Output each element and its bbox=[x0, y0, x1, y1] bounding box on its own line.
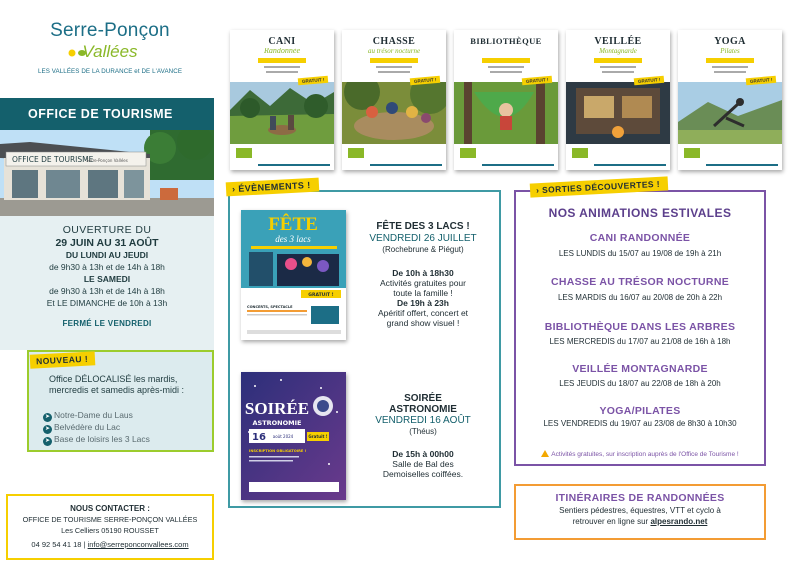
svg-text:Montagnarde: Montagnarde bbox=[599, 48, 637, 55]
contact-address: Les Celliers 05190 ROUSSET bbox=[61, 526, 159, 535]
svg-text:Pilates: Pilates bbox=[720, 48, 740, 55]
svg-text:au trésor nocturne: au trésor nocturne bbox=[367, 48, 421, 55]
activity-title: BIBLIOTHÈQUE DANS LES ARBRES bbox=[544, 321, 736, 333]
poster-badge: GRATUIT ! bbox=[633, 76, 664, 86]
poster-title: BIBLIOTHÈQUE bbox=[470, 36, 542, 46]
event-fete-time2: De 19h à 23h bbox=[397, 298, 449, 308]
itineraires-box bbox=[514, 484, 766, 540]
alpesrando-link[interactable]: alpesrando.net bbox=[650, 517, 708, 526]
sunday-hours: Et LE DIMANCHE de 10h à 13h bbox=[46, 298, 168, 308]
nouveau-label: NOUVEAU ! bbox=[30, 351, 96, 368]
contact-line bbox=[8, 540, 212, 549]
poster-title: VEILLÉE bbox=[594, 36, 642, 47]
office-title: OFFICE DE TOURISME bbox=[0, 98, 214, 130]
contact-phone[interactable]: 04 92 54 41 18 bbox=[31, 540, 82, 549]
event-fete-desc2-line2: grand show visuel ! bbox=[386, 318, 460, 328]
activity-schedule: LES VENDREDIS du 19/07 au 23/08 de 8h30 à 10h30 bbox=[543, 419, 737, 428]
logo-line-2: Vallées bbox=[82, 42, 138, 61]
poster-photo bbox=[342, 82, 446, 144]
flyer-soiree-title: SOIRÉE bbox=[244, 399, 310, 418]
flyer-soiree-month: août 2024 bbox=[272, 434, 294, 439]
location-item: ➤ Belvédère du Lac bbox=[44, 422, 121, 432]
flyer-fete-3-lacs[interactable] bbox=[241, 210, 346, 340]
opening-label: OUVERTURE DU bbox=[62, 224, 152, 236]
poster-title: CHASSE bbox=[372, 36, 416, 47]
poster-title: YOGA bbox=[714, 36, 746, 47]
flyer-soiree-subtitle: ASTRONOMIE bbox=[252, 419, 302, 427]
poster-photo bbox=[230, 82, 334, 144]
sorties-heading: NOS ANIMATIONS ESTIVALES bbox=[548, 206, 732, 220]
poster-chasse[interactable] bbox=[342, 30, 446, 170]
poster-photo bbox=[454, 82, 558, 144]
activity-title: CANI RANDONNÉE bbox=[589, 232, 691, 244]
closed-day: FERMÉ LE VENDREDI bbox=[62, 319, 152, 328]
nouveau-intro: Office DÉLOCALISÉ les mardis, mercredis et samedis après-midi : bbox=[49, 374, 185, 395]
poster-photo bbox=[678, 82, 782, 144]
event-fete-time1: De 10h à 18h30 bbox=[392, 268, 454, 278]
itineraires-line1: Sentiers pédestres, équestres, VTT et cyclo à bbox=[559, 506, 721, 515]
chevron-right-icon: › bbox=[535, 184, 543, 196]
flyer-soiree-astronomie[interactable] bbox=[241, 372, 346, 500]
free-note: Activités gratuites, sur inscription auprès de l'Office de Tourisme ! bbox=[514, 450, 766, 458]
flyer-fete-badge: GRATUIT ! bbox=[308, 293, 334, 298]
evenements-label: › ÉVÈNEMENTS ! bbox=[226, 178, 319, 197]
event-soiree bbox=[346, 393, 500, 479]
event-fete-desc1-line1: Activités gratuites pour bbox=[380, 278, 466, 288]
contact-email-link[interactable]: info@serreponconvallees.com bbox=[87, 540, 189, 549]
flyer-soiree-badge: Gratuit ! bbox=[308, 434, 328, 439]
contact-box bbox=[6, 494, 214, 560]
activity-title: CHASSE AU TRÉSOR NOCTURNE bbox=[550, 276, 730, 288]
opening-hours bbox=[0, 216, 214, 350]
poster-footer bbox=[566, 144, 670, 170]
event-soiree-title-line1: SOIRÉE bbox=[404, 393, 442, 404]
event-fete-desc1-line2: toute la famille ! bbox=[393, 288, 453, 298]
event-soiree-venue-line1: Salle de Bal des bbox=[392, 459, 454, 469]
poster-footer bbox=[342, 144, 446, 170]
contact-separator: | bbox=[83, 540, 86, 549]
weekdays-hours: de 9h30 à 13h et de 14h à 18h bbox=[49, 262, 165, 272]
activity-title: YOGA/PILATES bbox=[599, 405, 681, 417]
location-item: ➤ Base de loisirs les 3 Lacs bbox=[44, 434, 150, 444]
event-fete-date: VENDREDI 26 JUILLET bbox=[369, 233, 477, 244]
poster-yoga[interactable] bbox=[678, 30, 782, 170]
activity-schedule: LES MARDIS du 16/07 au 20/08 de 20h à 22h bbox=[557, 293, 723, 302]
office-building-image bbox=[0, 130, 214, 216]
event-soiree-date: VENDREDI 16 AOÛT bbox=[375, 415, 471, 426]
poster-footer bbox=[678, 144, 782, 170]
poster-bibliotheque[interactable] bbox=[454, 30, 558, 170]
arrow-right-icon: ➤ bbox=[44, 426, 51, 432]
flyer-fete-note: CONCERTS, SPECTACLE bbox=[247, 305, 293, 309]
event-fete-place: (Rochebrune & Piégut) bbox=[382, 245, 464, 254]
weekdays-label: DU LUNDI AU JEUDI bbox=[65, 250, 149, 260]
contact-title: NOUS CONTACTER : bbox=[70, 504, 150, 513]
activity-schedule: LES MERCREDIS du 17/07 au 21/08 de 16h à 18h bbox=[549, 337, 731, 346]
sorties-label: › SORTIES DÉCOUVERTES ! bbox=[530, 176, 669, 197]
location-item: ➤ Notre-Dame du Laus bbox=[44, 410, 133, 420]
poster-cani[interactable] bbox=[230, 30, 334, 170]
activity-schedule: LES JEUDIS du 18/07 au 22/08 de 18h à 20h bbox=[559, 379, 721, 388]
event-fete-desc2-line1: Apéritif offert, concert et bbox=[377, 308, 469, 318]
itineraires-title: ITINÉRAIRES DE RANDONNÉES bbox=[555, 492, 725, 504]
poster-footer bbox=[230, 144, 334, 170]
flyer-soiree-note: INSCRIPTION OBLIGATOIRE ! bbox=[249, 449, 307, 453]
poster-title: CANI bbox=[268, 36, 296, 47]
office-sign-small: Serre-Ponçon Vallées bbox=[86, 158, 128, 163]
chevron-right-icon: › bbox=[231, 183, 239, 195]
contact-name: OFFICE DE TOURISME SERRE-PONÇON VALLÉES bbox=[22, 515, 198, 524]
event-soiree-time: De 15h à 00h00 bbox=[392, 449, 454, 459]
event-soiree-venue-line2: Demoiselles coiffées. bbox=[382, 469, 464, 479]
flyer-soiree-day: 16 bbox=[252, 432, 266, 443]
activity-schedule: LES LUNDIS du 15/07 au 19/08 de 19h à 21h bbox=[558, 249, 722, 258]
event-fete bbox=[346, 221, 500, 328]
flyer-fete-title: FÊTE bbox=[268, 214, 318, 235]
opening-dates: 29 JUIN AU 31 AOÛT bbox=[55, 237, 159, 249]
office-photo bbox=[0, 130, 214, 216]
poster-badge: GRATUIT ! bbox=[745, 76, 776, 86]
event-soiree-title-line2: ASTRONOMIE bbox=[389, 404, 457, 415]
activity-title: VEILLÉE MONTAGNARDE bbox=[572, 363, 708, 375]
event-soiree-place: (Théus) bbox=[409, 427, 437, 436]
saturday-hours: de 9h30 à 13h et de 14h à 18h bbox=[49, 286, 165, 296]
arrow-right-icon: ➤ bbox=[44, 438, 51, 444]
poster-badge: GRATUIT ! bbox=[409, 76, 440, 86]
brand-logo bbox=[0, 0, 220, 92]
arrow-right-icon: ➤ bbox=[44, 414, 51, 420]
svg-text:Randonnée: Randonnée bbox=[264, 48, 300, 55]
office-sign: OFFICE DE TOURISME bbox=[12, 155, 94, 164]
flyer-fete-subtitle: des 3 lacs bbox=[275, 234, 311, 244]
poster-photo bbox=[566, 82, 670, 144]
saturday-label: LE SAMEDI bbox=[83, 274, 131, 284]
poster-veillee[interactable] bbox=[566, 30, 670, 170]
logo-tagline: LES VALLÉES DE LA DURANCE et DE L'AVANCE bbox=[37, 68, 183, 75]
poster-badge: GRATUIT ! bbox=[521, 76, 552, 86]
logo-line-1: Serre-Ponçon bbox=[50, 20, 170, 41]
poster-footer bbox=[454, 144, 558, 170]
itineraires-line2: retrouver en ligne sur alpesrando.net bbox=[572, 517, 708, 526]
poster-badge: GRATUIT ! bbox=[297, 76, 328, 86]
event-fete-title: FÊTE DES 3 LACS ! bbox=[376, 221, 470, 232]
warning-icon bbox=[541, 450, 549, 457]
